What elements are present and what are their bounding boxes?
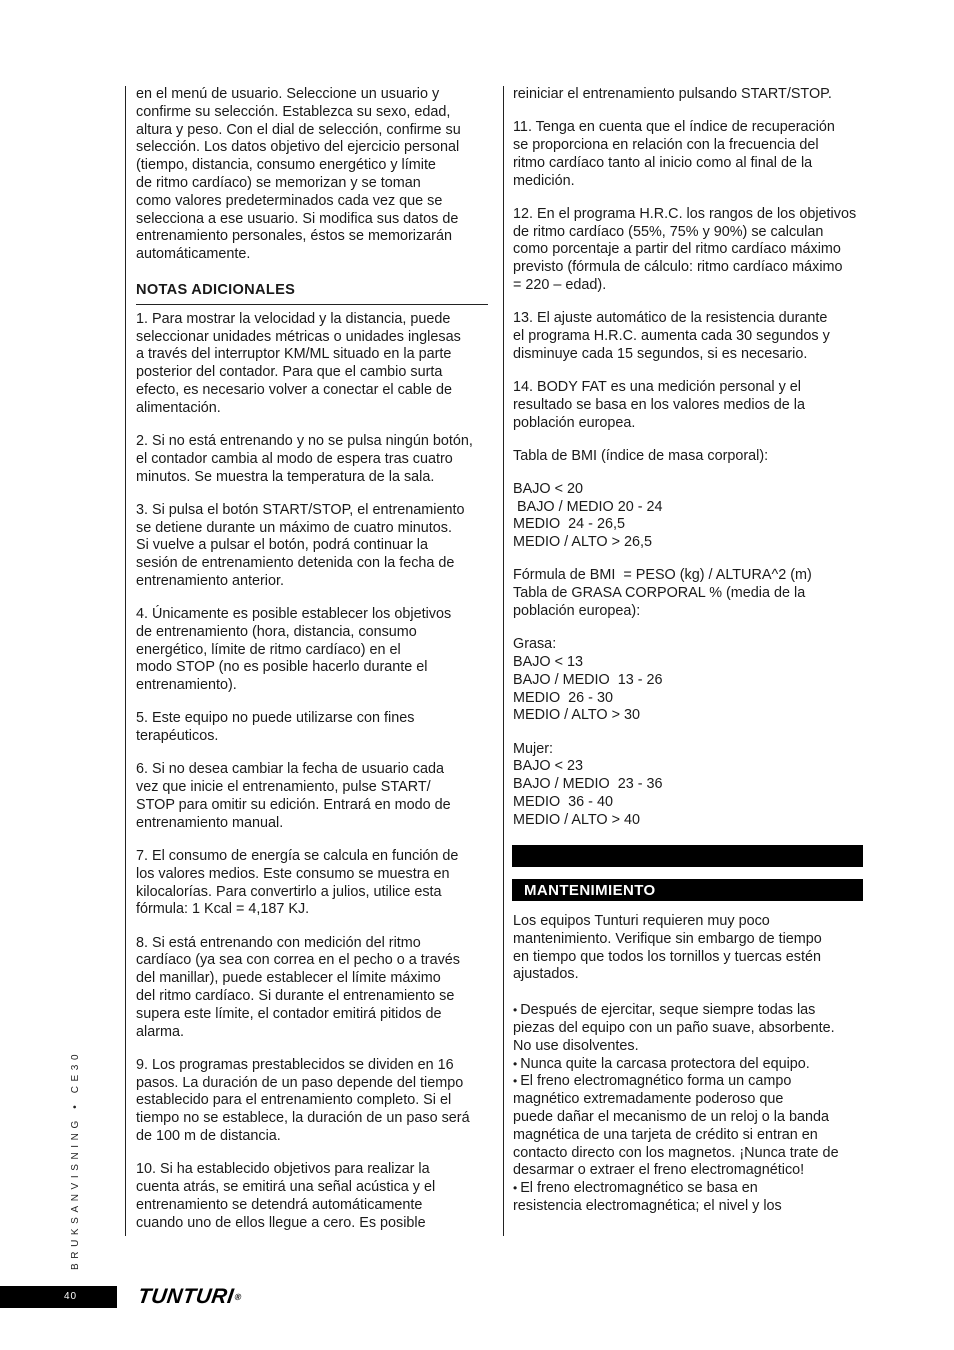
right-paragraphs <box>513 86 865 830</box>
note-item <box>136 848 488 919</box>
tunturi-logo <box>136 1284 243 1310</box>
note-item <box>136 761 488 832</box>
text-line: 4. Únicamente es posible establecer los objetivos <box>136 606 452 623</box>
right-paragraph <box>513 741 865 830</box>
text-line: tiempo no se establece, la duración de un paso será <box>136 1110 470 1127</box>
text-line: cuando uno de ellos llegue a cero. Es posible <box>136 1214 426 1231</box>
text-line: energético, límite de ritmo cardíaco) en el <box>136 641 401 658</box>
text-line: reiniciar el entrenamiento pulsando START/STOP. <box>513 86 832 102</box>
note-item <box>136 935 488 1042</box>
text-line: 1. Para mostrar la velocidad y la distancia, puede <box>136 310 451 327</box>
text-line: contacto directo con los magnetos. ¡Nunca trate de <box>513 1144 839 1161</box>
text-line: 2. Si no está entrenando y no se pulsa ningún botón, <box>136 432 473 449</box>
text-line: entrenamiento anterior. <box>136 572 284 589</box>
text-line: a través del interruptor KM/ML situado en la parte <box>136 346 452 363</box>
text-line: entrenamiento manual. <box>136 814 284 831</box>
text-line: Si vuelve a pulsar el botón, podrá continuar la <box>136 537 428 554</box>
text-line: el programa H.R.C. aumenta cada 30 segundos y <box>513 327 830 344</box>
text-line: se detiene durante un máximo de cuatro minutos. <box>136 519 452 536</box>
text-line: BAJO / MEDIO 20 - 24 <box>513 498 663 515</box>
right-paragraph <box>513 119 865 190</box>
note-item <box>136 606 488 695</box>
text-line: entrenamiento). <box>136 677 237 694</box>
note-item <box>136 1057 488 1146</box>
section-title-notas: NOTAS ADICIONALES <box>136 282 488 305</box>
right-paragraph <box>513 206 865 295</box>
text-line: del ritmo cardíaco. Si durante el entrenamiento se <box>136 988 455 1004</box>
text-line: desarmar o extraer el freno electromagnético! <box>513 1162 805 1179</box>
text-line: minutos. Se muestra la temperatura de la sala. <box>136 468 435 485</box>
text-line: efecto, es necesario volver a conectar el cable de <box>136 381 452 398</box>
right-paragraph <box>513 481 865 552</box>
page-number: 40 <box>0 1286 117 1308</box>
text-line: MEDIO 36 - 40 <box>513 794 613 811</box>
note-item <box>136 311 488 418</box>
maintenance-intro <box>513 913 865 984</box>
text-line: resultado se basa en los valores medios de la <box>513 396 805 413</box>
right-column <box>513 86 865 1216</box>
text-line: alimentación. <box>136 399 221 416</box>
text-line: MEDIO / ALTO > 30 <box>513 707 641 724</box>
text-line: entrenamiento personales, éstos se memorizarán <box>136 228 452 245</box>
text-line: • El freno electromagnético se basa en <box>513 1180 865 1198</box>
text-line: el contador cambia al modo de espera tras cuatro <box>136 450 453 467</box>
text-line: como porcentaje a partir del ritmo cardíaco máximo <box>513 241 841 258</box>
text-line: previsto (fórmula de cálculo: ritmo cardíaco máximo <box>513 259 843 276</box>
right-paragraph <box>513 567 865 620</box>
text-line: pasos. La duración de un paso depende del tiempo <box>136 1074 464 1091</box>
registered-mark: ® <box>233 1292 243 1302</box>
right-paragraph <box>513 86 865 104</box>
text-line: confirme su selección. Establezca su sexo, edad, <box>136 103 451 120</box>
left-column <box>136 86 488 1248</box>
text-line: 11. Tenga en cuenta que el índice de recuperación <box>513 119 835 136</box>
section-title-mantenimiento: MANTENIMIENTO <box>512 879 863 901</box>
text-line: de 100 m de distancia. <box>136 1127 281 1144</box>
text-line: • El freno electromagnético forma un campo <box>513 1073 865 1091</box>
text-line: 5. Este equipo no puede utilizarse con fines <box>136 710 415 727</box>
right-paragraph <box>513 636 865 725</box>
text-line: fórmula: 1 Kcal = 4,187 KJ. <box>136 901 310 918</box>
text-line: como valores predeterminados cada vez que se <box>136 192 443 209</box>
text-line: alarma. <box>136 1023 184 1040</box>
text-line: terapéuticos. <box>136 728 219 745</box>
text-line: STOP para omitir su edición. Entrará en modo de <box>136 797 451 814</box>
text-line: Tabla de GRASA CORPORAL % (media de la <box>513 585 806 602</box>
text-line: magnética de una tarjeta de crédito si entran en <box>513 1126 818 1143</box>
text-line: posterior del contador. Para que el cambio surta <box>136 364 443 381</box>
text-line: BAJO / MEDIO 23 - 36 <box>513 776 663 793</box>
text-line: = 220 – edad). <box>513 276 607 293</box>
text-line: en el menú de usuario. Seleccione un usuario y <box>136 86 440 102</box>
right-paragraph <box>513 448 865 466</box>
text-line: BAJO < 23 <box>513 758 583 775</box>
text-line: BAJO < 13 <box>513 654 583 671</box>
text-line: 6. Si no desea cambiar la fecha de usuario cada <box>136 761 444 778</box>
text-line: de ritmo cardíaco) se memorizan y se toman <box>136 174 421 191</box>
text-line: puede dañar el mecanismo de un reloj o la banda <box>513 1108 830 1125</box>
bullet-item <box>513 1073 865 1180</box>
side-label: BRUKSANVISNING • CE30 <box>70 1049 81 1270</box>
text-line: 13. El ajuste automático de la resistencia durante <box>513 310 828 327</box>
text-line: entrenamiento se detendrá automáticamente <box>136 1196 423 1213</box>
text-line: población europea. <box>513 414 636 431</box>
text-line: seleccionar unidades métricas o unidades inglesas <box>136 328 461 345</box>
right-paragraph <box>513 379 865 432</box>
text-line: los valores medios. Este consumo se muestra en <box>136 865 450 882</box>
text-line: modo STOP (no es posible hacerlo durante el <box>136 659 428 676</box>
notes-list <box>136 311 488 1233</box>
text-line: supera este límite, el contador emitirá pitidos de <box>136 1005 442 1022</box>
text-line: piezas del equipo con un paño suave, absorbente. <box>513 1019 835 1036</box>
text-line: vez que inicie el entrenamiento, pulse START/ <box>136 779 431 796</box>
text-line: cuenta atrás, se emitirá una señal acústica y el <box>136 1178 436 1195</box>
text-line: 3. Si pulsa el botón START/STOP, el entrenamiento <box>136 501 465 518</box>
bullet-item <box>513 1002 865 1055</box>
text-line: ritmo cardíaco tanto al inicio como al final de la <box>513 154 813 171</box>
section-divider-bar <box>512 845 863 867</box>
note-item <box>136 433 488 486</box>
text-line: población europea): <box>513 603 641 620</box>
text-line: BAJO < 20 <box>513 480 583 497</box>
text-line: • Nunca quite la carcasa protectora del equipo. <box>513 1056 865 1074</box>
text-line: magnético extremadamente poderoso que <box>513 1091 784 1108</box>
center-column-rule <box>503 86 504 1236</box>
text-line: resistencia electromagnética; el nivel y los <box>513 1197 782 1214</box>
text-line: Los equipos Tunturi requieren muy poco <box>513 913 770 929</box>
text-line: selecciona a ese usuario. Si modifica sus datos de <box>136 210 459 227</box>
text-line: de entrenamiento (hora, distancia, consumo <box>136 623 417 640</box>
brand-name: TUNTURI <box>136 1285 236 1308</box>
text-line: MEDIO / ALTO > 40 <box>513 811 641 828</box>
text-line: del manillar), puede establecer el límite máximo <box>136 970 441 987</box>
text-line: kilocalorías. Para convertirlo a julios, utilice esta <box>136 883 442 900</box>
text-line: 9. Los programas prestablecidos se dividen en 16 <box>136 1056 454 1073</box>
text-line: Mujer: <box>513 740 553 757</box>
text-line: disminuye cada 15 segundos, si es necesario. <box>513 345 808 362</box>
note-item <box>136 710 488 746</box>
text-line: de ritmo cardíaco (55%, 75% y 90%) se calculan <box>513 223 824 240</box>
text-line: ajustados. <box>513 966 579 983</box>
text-line: (tiempo, distancia, consumo energético y límite <box>136 157 436 174</box>
text-line: mantenimiento. Verifique sin embargo de tiempo <box>513 930 822 947</box>
bullet-item <box>513 1056 865 1074</box>
text-line: automáticamente. <box>136 246 251 263</box>
text-line: MEDIO / ALTO > 26,5 <box>513 534 653 551</box>
text-line: • Después de ejercitar, seque siempre todas las <box>513 1002 865 1020</box>
note-item <box>136 1161 488 1232</box>
text-line: 14. BODY FAT es una medición personal y el <box>513 378 801 395</box>
text-line: Grasa: <box>513 636 557 653</box>
text-line: cardíaco (ya sea con correa en el pecho o a través <box>136 952 460 969</box>
text-line: se proporciona en relación con la frecuencia del <box>513 136 819 153</box>
text-line: sesión de entrenamiento detenida con la fecha de <box>136 555 455 572</box>
text-line: MEDIO 24 - 26,5 <box>513 516 625 533</box>
text-line: No use disolventes. <box>513 1037 639 1054</box>
text-line: altura y peso. Con el dial de selección, confirme su <box>136 121 461 138</box>
text-line: Tabla de BMI (índice de masa corporal): <box>513 447 769 464</box>
text-line: 12. En el programa H.R.C. los rangos de los objetivos <box>513 205 857 222</box>
text-line: 7. El consumo de energía se calcula en función de <box>136 848 459 865</box>
text-line: 10. Si ha establecido objetivos para realizar la <box>136 1161 430 1178</box>
bullet-item <box>513 1180 865 1216</box>
note-item <box>136 502 488 591</box>
text-line: en tiempo que todos los tornillos y tuercas estén <box>513 948 821 965</box>
text-line: selección. Los datos objetivo del ejercicio personal <box>136 139 460 156</box>
left-column-rule <box>125 86 126 1236</box>
text-line: Fórmula de BMI = PESO (kg) / ALTURA^2 (m) <box>513 567 812 584</box>
maintenance-bullets <box>513 1002 865 1216</box>
text-line: MEDIO 26 - 30 <box>513 689 613 706</box>
text-line: 8. Si está entrenando con medición del ritmo <box>136 934 421 951</box>
intro-paragraph <box>136 86 488 264</box>
text-line: medición. <box>513 172 575 189</box>
right-paragraph <box>513 310 865 363</box>
text-line: establecido para el entrenamiento completo. Si el <box>136 1092 452 1109</box>
text-line: BAJO / MEDIO 13 - 26 <box>513 671 663 688</box>
